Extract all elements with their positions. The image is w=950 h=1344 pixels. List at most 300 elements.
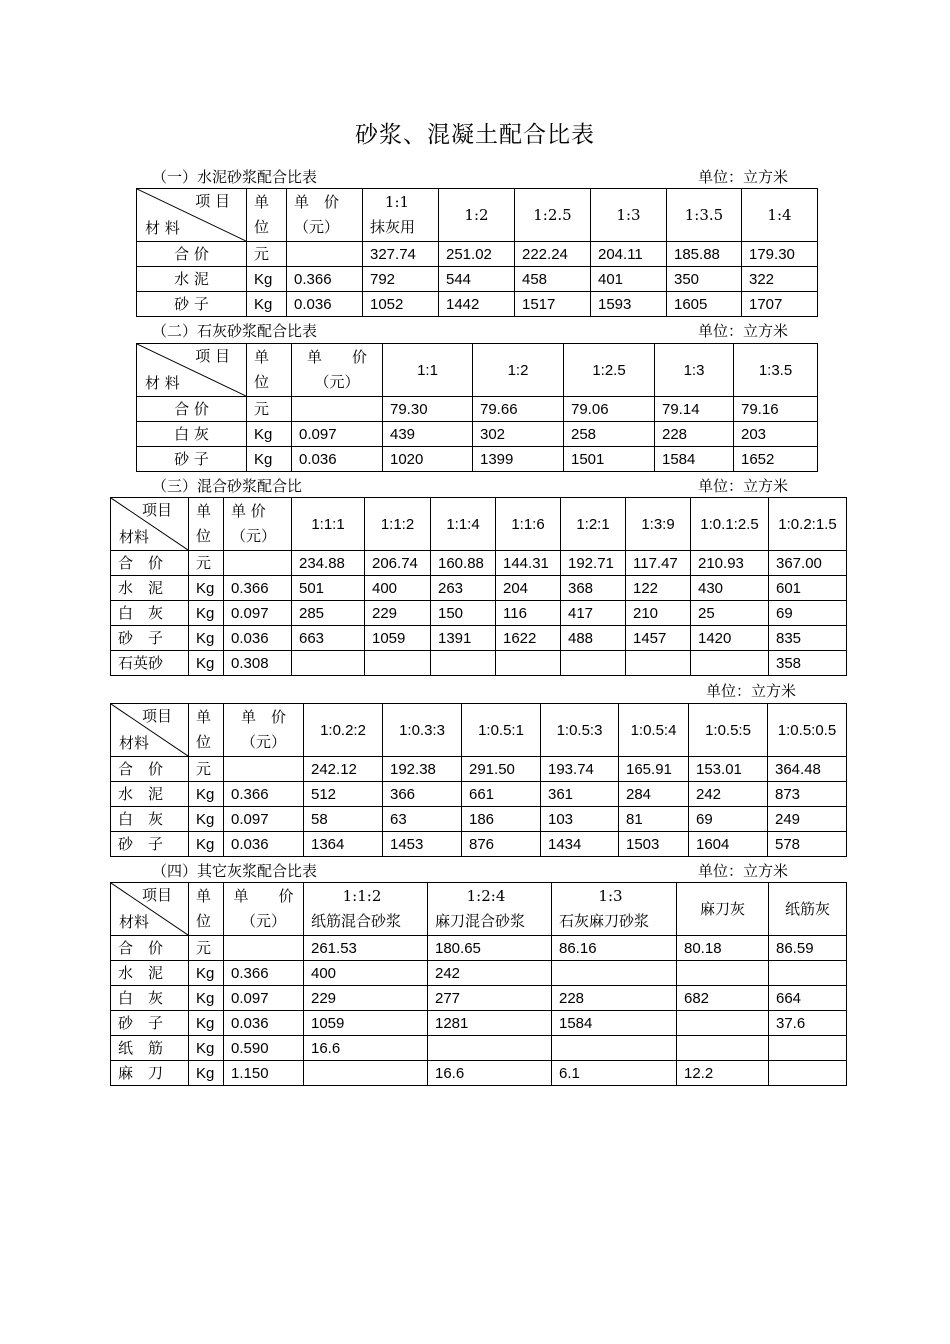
quantity-value: 16.6 [435, 1064, 465, 1082]
corner-label-item: 项目 [141, 707, 172, 725]
table-row [137, 267, 818, 292]
value-cell [619, 832, 689, 857]
price-cell [224, 1036, 304, 1061]
material-name-cell [137, 242, 247, 267]
ratio-header-cell [304, 883, 428, 936]
ratio-label: 1:2:4 [466, 887, 506, 905]
table-5-caption: （四）其它灰浆配合比表 [152, 862, 318, 880]
unit-value: Kg [196, 1014, 215, 1032]
material-name-cell [111, 936, 189, 961]
quantity-value: 488 [568, 629, 594, 647]
ratio-label: 1:0.5:5 [705, 721, 751, 739]
material-name: 砂 子 [118, 628, 164, 647]
quantity-value: 1501 [571, 450, 605, 468]
table-row [111, 601, 847, 626]
quantity-value: 185.88 [674, 245, 720, 263]
ratio-label: 1:1:2 [380, 515, 415, 533]
material-name-cell [137, 267, 247, 292]
ratio-header-cell [439, 189, 515, 242]
value-cell [462, 757, 541, 782]
table-1-unit: 单位：立方米 [698, 168, 789, 186]
material-name: 水 泥 [118, 784, 164, 803]
value-cell [473, 447, 564, 472]
material-name-cell [111, 651, 189, 676]
other-plaster-table [110, 882, 847, 1086]
table-2-caption: （二）石灰砂浆配合比表 [152, 322, 318, 340]
value-cell [769, 1011, 847, 1036]
corner-header-cell [137, 344, 247, 397]
ratio-header-cell [552, 883, 677, 936]
corner-header-cell [111, 883, 189, 936]
price-value: 1.150 [231, 1064, 269, 1082]
ratio-label: 1:1 [417, 361, 438, 379]
unit-value: Kg [254, 450, 273, 468]
value-cell [462, 782, 541, 807]
quantity-value: 1707 [749, 295, 783, 313]
unit-value: 元 [254, 244, 270, 263]
quantity-value: 79.16 [741, 400, 779, 418]
cement-mortar-table [136, 188, 818, 317]
price-value: 0.366 [231, 964, 269, 982]
unit-value: Kg [254, 295, 273, 313]
unit-value: Kg [196, 835, 215, 853]
unit-cell [189, 782, 224, 807]
ratio-header-cell [667, 189, 742, 242]
unit-cell [189, 551, 224, 576]
unit-head-line: 位 [196, 912, 212, 930]
unit-cell [189, 576, 224, 601]
quantity-value: 1391 [438, 629, 472, 647]
quantity-value: 242.12 [311, 760, 357, 778]
unit-cell [247, 397, 292, 422]
price-value: 0.097 [299, 425, 337, 443]
price-head-line: 单 价 [306, 348, 367, 366]
value-cell [515, 267, 591, 292]
value-cell [473, 397, 564, 422]
value-cell [541, 832, 619, 857]
ratio-label: 1:2 [507, 361, 529, 379]
unit-header-cell [247, 189, 287, 242]
value-cell [363, 267, 439, 292]
unit-cell [189, 651, 224, 676]
material-name-cell [111, 551, 189, 576]
unit-cell [247, 242, 287, 267]
value-cell [677, 986, 769, 1011]
value-cell [304, 757, 383, 782]
price-cell [224, 651, 292, 676]
price-cell [224, 601, 292, 626]
value-cell [626, 576, 691, 601]
ratio-header-cell [365, 498, 431, 551]
price-value: 0.097 [231, 989, 269, 1007]
quantity-value: 1604 [696, 835, 730, 853]
quantity-value: 37.6 [776, 1014, 806, 1032]
price-head-line: （元） [231, 527, 277, 545]
unit-value: Kg [196, 1039, 215, 1057]
quantity-value: 242 [435, 964, 461, 982]
material-name: 合 价 [118, 938, 164, 957]
material-name: 白 灰 [118, 603, 164, 622]
value-cell [431, 601, 496, 626]
unit-cell [247, 292, 287, 317]
ratio-label: 1:3 [598, 887, 623, 905]
price-value: 0.366 [294, 270, 332, 288]
ratio-header-cell [363, 189, 439, 242]
value-cell [667, 292, 742, 317]
quantity-value: 251.02 [446, 245, 492, 263]
quantity-value: 210 [633, 604, 659, 622]
material-name: 砂 子 [118, 834, 164, 853]
corner-label-item: 项目 [141, 886, 172, 904]
table-row [111, 757, 847, 782]
table-row [111, 626, 847, 651]
quantity-value: 430 [698, 579, 724, 597]
value-cell [691, 576, 769, 601]
value-cell [304, 782, 383, 807]
unit-value: 元 [196, 553, 212, 572]
quantity-value: 1457 [633, 629, 667, 647]
quantity-value: 1503 [626, 835, 660, 853]
price-header-cell [224, 704, 304, 757]
quantity-value: 322 [749, 270, 775, 288]
quantity-value: 439 [390, 425, 416, 443]
quantity-value: 1059 [372, 629, 406, 647]
ratio-header-cell [304, 704, 383, 757]
value-cell [552, 986, 677, 1011]
table-row [111, 1061, 847, 1086]
price-header-cell [224, 498, 292, 551]
table-row [137, 397, 818, 422]
material-name: 合 价 [118, 759, 164, 778]
value-cell [552, 1061, 677, 1086]
value-cell [768, 807, 847, 832]
value-cell [304, 986, 428, 1011]
material-name-cell [111, 1036, 189, 1061]
quantity-value: 179.30 [749, 245, 795, 263]
material-name: 水 泥 [174, 269, 209, 288]
value-cell [689, 832, 768, 857]
quantity-value: 258 [571, 425, 597, 443]
value-cell [462, 832, 541, 857]
price-head-line: （元） [240, 912, 286, 930]
value-cell [619, 757, 689, 782]
ratio-header-cell [428, 883, 552, 936]
quantity-value: 86.59 [776, 939, 814, 957]
material-name-cell [111, 782, 189, 807]
ratio-header-cell [591, 189, 667, 242]
quantity-value: 327.74 [370, 245, 416, 263]
unit-cell [189, 1061, 224, 1086]
unit-value: Kg [196, 1064, 215, 1082]
value-cell [541, 782, 619, 807]
price-cell [292, 447, 383, 472]
unit-cell [189, 601, 224, 626]
value-cell [561, 551, 626, 576]
quantity-value: 144.31 [503, 554, 549, 572]
quantity-value: 291.50 [469, 760, 515, 778]
quantity-value: 103 [548, 810, 574, 828]
table-1-caption: （一）水泥砂浆配合比表 [152, 168, 318, 186]
table-row [111, 1011, 847, 1036]
ratio-header-cell [769, 498, 847, 551]
quantity-value: 876 [469, 835, 495, 853]
material-name: 合 价 [174, 244, 209, 263]
ratio-label: 1:4 [767, 205, 792, 224]
table-row [111, 1036, 847, 1061]
value-cell [691, 551, 769, 576]
quantity-value: 1605 [674, 295, 708, 313]
value-cell [428, 961, 552, 986]
quantity-value: 58 [311, 810, 328, 828]
table-row [137, 447, 818, 472]
value-cell [496, 651, 561, 676]
value-cell [304, 961, 428, 986]
value-cell [769, 601, 847, 626]
material-name: 白 灰 [118, 988, 164, 1007]
material-name: 合 价 [174, 399, 209, 418]
value-cell [689, 757, 768, 782]
value-cell [383, 397, 473, 422]
unit-value: 元 [254, 399, 270, 418]
price-cell [224, 807, 304, 832]
material-name: 麻 刀 [118, 1063, 164, 1082]
ratio-label: 1:2.5 [592, 361, 626, 379]
quantity-value: 186 [469, 810, 495, 828]
ratio-sublabel: 纸筋混合砂浆 [311, 912, 402, 930]
ratio-header-cell [655, 344, 734, 397]
value-cell [304, 936, 428, 961]
table-3-caption: （三）混合砂浆配合比 [152, 477, 303, 495]
price-cell [292, 397, 383, 422]
unit-cell [189, 807, 224, 832]
ratio-header-cell [473, 344, 564, 397]
unit-head-line: 位 [254, 218, 270, 236]
value-cell [689, 807, 768, 832]
price-cell [287, 267, 363, 292]
value-cell [769, 986, 847, 1011]
quantity-value: 117.47 [633, 554, 678, 572]
value-cell [564, 422, 655, 447]
ratio-label: 1:2 [464, 205, 489, 224]
quantity-value: 153.01 [696, 760, 742, 778]
ratio-header-cell [619, 704, 689, 757]
value-cell [304, 1011, 428, 1036]
material-name: 白 灰 [118, 809, 164, 828]
price-header-cell [292, 344, 383, 397]
quantity-value: 1399 [480, 450, 514, 468]
value-cell [626, 601, 691, 626]
value-cell [383, 807, 462, 832]
price-cell [224, 757, 304, 782]
value-cell [769, 626, 847, 651]
quantity-value: 16.6 [311, 1039, 341, 1057]
unit-cell [189, 936, 224, 961]
table-row [111, 832, 847, 857]
value-cell [667, 242, 742, 267]
value-cell [292, 551, 365, 576]
value-cell [365, 651, 431, 676]
value-cell [496, 551, 561, 576]
ratio-header-cell [769, 883, 847, 936]
value-cell [677, 1011, 769, 1036]
value-cell [677, 1036, 769, 1061]
quantity-value: 458 [522, 270, 548, 288]
unit-cell [189, 986, 224, 1011]
ratio-label: 1:1:2 [342, 887, 382, 905]
corner-header-cell [137, 189, 247, 242]
value-cell [655, 447, 734, 472]
value-cell [667, 267, 742, 292]
quantity-value: 69 [696, 810, 713, 828]
mixed-mortar-table [110, 497, 847, 676]
quantity-value: 1584 [662, 450, 696, 468]
ratio-label: 1:2.5 [533, 205, 572, 224]
value-cell [383, 447, 473, 472]
quantity-value: 368 [568, 579, 594, 597]
material-name: 水 泥 [118, 578, 164, 597]
value-cell [691, 626, 769, 651]
value-cell [626, 651, 691, 676]
material-name: 石英砂 [118, 653, 164, 672]
quantity-value: 79.66 [480, 400, 518, 418]
ratio-header-cell [691, 498, 769, 551]
value-cell [742, 292, 818, 317]
price-cell [224, 626, 292, 651]
unit-header-cell [189, 498, 224, 551]
price-cell [224, 961, 304, 986]
value-cell [431, 626, 496, 651]
quantity-value: 193.74 [548, 760, 594, 778]
quantity-value: 835 [776, 629, 802, 647]
price-cell [287, 292, 363, 317]
material-name-cell [111, 757, 189, 782]
quantity-value: 350 [674, 270, 700, 288]
price-head-line: （元） [294, 218, 340, 236]
value-cell [383, 422, 473, 447]
quantity-value: 544 [446, 270, 472, 288]
ratio-header-cell [768, 704, 847, 757]
ratio-header-cell [292, 498, 365, 551]
corner-header-cell [111, 498, 189, 551]
ratio-header-cell [742, 189, 818, 242]
value-cell [496, 576, 561, 601]
value-cell [473, 422, 564, 447]
ratio-label: 1:1:1 [311, 515, 345, 533]
material-name-cell [111, 807, 189, 832]
value-cell [768, 832, 847, 857]
unit-value: 元 [196, 938, 212, 957]
material-name-cell [137, 447, 247, 472]
ratio-label: 1:0.2:1.5 [778, 515, 837, 533]
value-cell [552, 1036, 677, 1061]
unit-cell [189, 961, 224, 986]
material-name-cell [137, 422, 247, 447]
quantity-value: 1517 [522, 295, 556, 313]
price-cell [224, 1011, 304, 1036]
corner-label-material: 材 料 [145, 219, 180, 237]
quantity-value: 229 [372, 604, 398, 622]
unit-header-cell [189, 883, 224, 936]
ratio-header-cell [431, 498, 496, 551]
ratio-header-cell [515, 189, 591, 242]
quantity-value: 1020 [390, 450, 424, 468]
unit-value: Kg [196, 964, 215, 982]
price-value: 0.590 [231, 1039, 269, 1057]
value-cell [564, 447, 655, 472]
value-cell [292, 651, 365, 676]
value-cell [691, 601, 769, 626]
quantity-value: 25 [698, 604, 715, 622]
quantity-value: 249 [775, 810, 801, 828]
value-cell [552, 936, 677, 961]
ratio-header-cell [626, 498, 691, 551]
value-cell [462, 807, 541, 832]
quantity-value: 1281 [435, 1014, 469, 1032]
value-cell [626, 551, 691, 576]
ratio-header-cell [689, 704, 768, 757]
ratio-label: 1:1:6 [511, 515, 545, 533]
table-3-unit: 单位：立方米 [698, 477, 789, 495]
quantity-value: 501 [299, 579, 325, 597]
table-row [111, 936, 847, 961]
unit-head-line: 位 [254, 373, 270, 391]
unit-cell [189, 1036, 224, 1061]
value-cell [769, 651, 847, 676]
value-cell [496, 601, 561, 626]
unit-header-cell [247, 344, 292, 397]
value-cell [383, 757, 462, 782]
ratio-sublabel: 抹灰用 [370, 218, 416, 236]
ratio-label: 1:0.3:3 [399, 721, 445, 739]
quantity-value: 277 [435, 989, 461, 1007]
value-cell [431, 551, 496, 576]
value-cell [428, 986, 552, 1011]
quantity-value: 302 [480, 425, 506, 443]
quantity-value: 81 [626, 810, 643, 828]
quantity-value: 203 [741, 425, 767, 443]
quantity-value: 210.93 [698, 554, 744, 572]
unit-cell [247, 447, 292, 472]
quantity-value: 204 [503, 579, 529, 597]
quantity-value: 285 [299, 604, 325, 622]
unit-value: Kg [196, 989, 215, 1007]
quantity-value: 192.71 [568, 554, 614, 572]
price-value: 0.308 [231, 654, 269, 672]
quantity-value: 79.06 [571, 400, 609, 418]
page-title: 砂浆、混凝土配合比表 [355, 122, 595, 148]
material-name: 白 灰 [174, 424, 209, 443]
price-cell [287, 242, 363, 267]
ratio-label: 1:3 [683, 361, 705, 379]
ratio-label: 1:0.5:3 [556, 721, 603, 739]
quantity-value: 1059 [311, 1014, 345, 1032]
material-name: 砂 子 [118, 1013, 164, 1032]
ratio-label: 1:0.5:0.5 [777, 721, 837, 739]
unit-head-line: 单 [196, 708, 212, 726]
quantity-value: 1584 [559, 1014, 593, 1032]
quantity-value: 367.00 [776, 554, 822, 572]
quantity-value: 361 [548, 785, 574, 803]
table-row [111, 551, 847, 576]
value-cell [496, 626, 561, 651]
price-header-cell [287, 189, 363, 242]
quantity-value: 192.38 [390, 760, 436, 778]
value-cell [515, 292, 591, 317]
quantity-value: 222.24 [522, 245, 568, 263]
unit-head-line: 单 [254, 348, 270, 366]
quantity-value: 1364 [311, 835, 345, 853]
price-header-cell [224, 883, 304, 936]
